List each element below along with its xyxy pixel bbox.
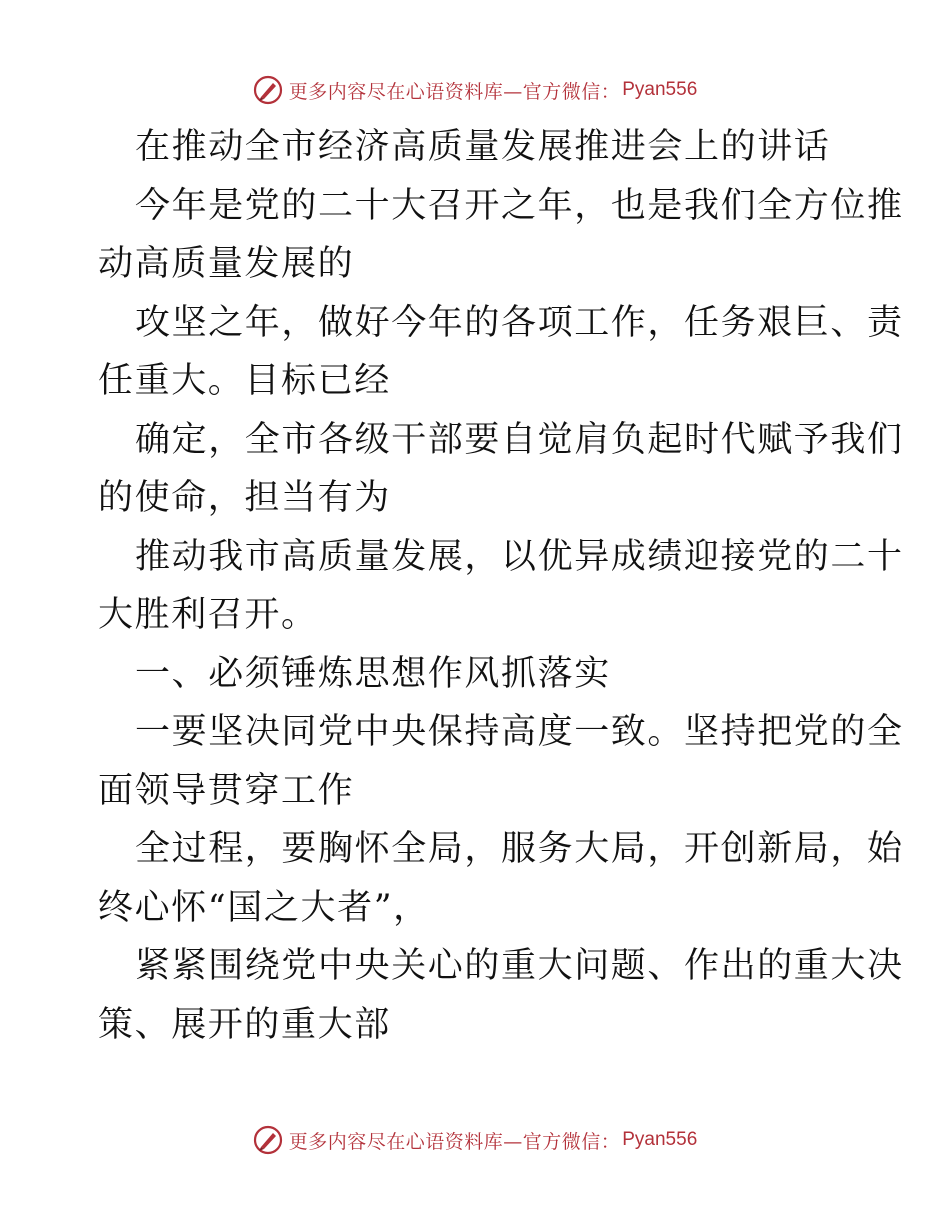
document-body [98, 118, 904, 1054]
pen-logo-icon [253, 1125, 283, 1155]
text-line: 的使命，担当有为 [98, 478, 391, 518]
text-line: 攻坚之年，做好今年的各项工作，任务艰巨、责 [135, 302, 904, 343]
text-line: 一、必须锤炼思想作风抓落实 [135, 653, 611, 694]
text-line: 紧紧围绕党中央关心的重大问题、作出的重大决 [135, 946, 904, 986]
pen-logo-icon [253, 75, 283, 105]
watermark-wechat-id: Pyan556 [622, 79, 698, 100]
text-line: 策、展开的重大部 [98, 1004, 391, 1045]
footer-watermark [0, 1120, 950, 1160]
text-line: 在推动全市经济高质量发展推进会上的讲话 [135, 127, 831, 167]
watermark-text: 更多内容尽在心语资料库—官方微信： [288, 80, 621, 103]
watermark-text: 更多内容尽在心语资料库—官方微信： [288, 1130, 621, 1153]
text-line: 动高质量发展的 [98, 244, 355, 284]
text-line: 一要坚决同党中央保持高度一致。坚持把党的全 [135, 712, 904, 752]
text-line: 终心怀“国之大者”， [98, 887, 430, 928]
watermark-wechat-id: Pyan556 [622, 1129, 698, 1150]
text-line: 推动我市高质量发展，以优异成绩迎接党的二十 [135, 536, 904, 577]
header-watermark [0, 70, 950, 110]
text-line: 面领导贯穿工作 [98, 770, 355, 811]
text-line: 任重大。目标已经 [98, 361, 391, 401]
text-line: 大胜利召开。 [98, 595, 318, 635]
text-line: 全过程，要胸怀全局，服务大局，开创新局，始 [135, 829, 904, 869]
text-line: 今年是党的二十大召开之年，也是我们全方位推 [135, 185, 904, 226]
text-line: 确定，全市各级干部要自觉肩负起时代赋予我们 [135, 419, 904, 460]
